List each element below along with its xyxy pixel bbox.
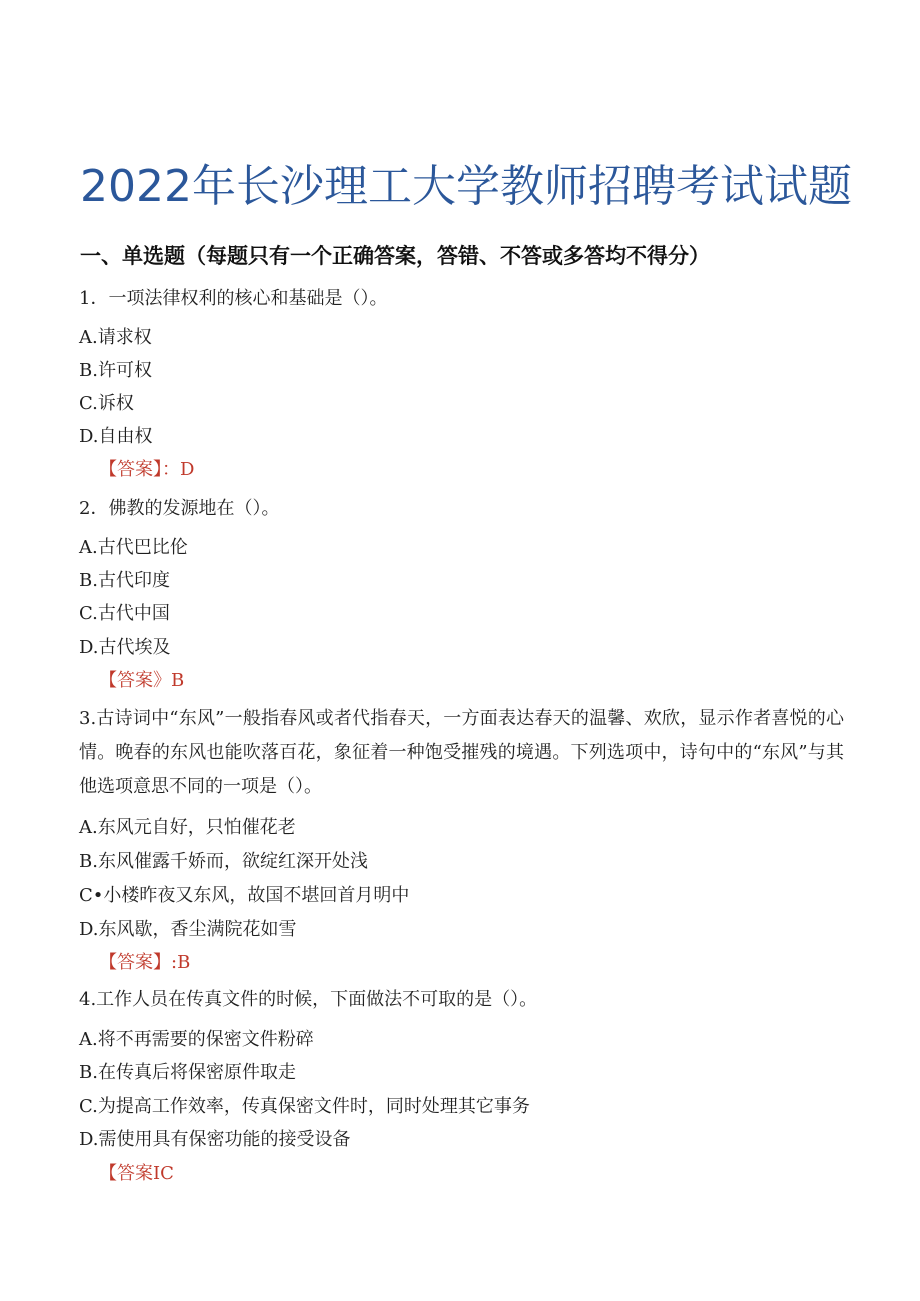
question-4-option-a: A.将不再需要的保密文件粉碎 xyxy=(79,1029,314,1050)
question-3-option-d: D.东风歇，香尘满院花如雪 xyxy=(79,919,297,940)
question-2-option-a: A.古代巴比伦 xyxy=(79,537,188,558)
question-1-answer: 【答案】：D xyxy=(99,459,195,480)
question-2-option-d: D.古代埃及 xyxy=(79,637,171,658)
question-1-option-a: A.请求权 xyxy=(79,327,152,348)
question-1-option-d: D.自由权 xyxy=(79,426,153,447)
question-4-answer: 【答案IC xyxy=(99,1163,174,1184)
question-4-option-b: B.在传真后将保密原件取走 xyxy=(79,1062,296,1083)
question-4-option-d: D.需使用具有保密功能的接受设备 xyxy=(79,1129,351,1150)
question-4-option-c: C.为提高工作效率，传真保密文件时，同时处理其它事务 xyxy=(79,1096,530,1117)
question-2-stem: 2．佛教的发源地在（）。 xyxy=(79,498,280,519)
question-1-stem: 1．一项法律权利的核心和基础是（）。 xyxy=(79,288,388,309)
question-3-option-a: A.东风元自好，只怕催花老 xyxy=(79,817,296,838)
question-2-option-c: C.古代中国 xyxy=(79,603,170,624)
question-3-option-b: B.东风催露千娇而，欲绽红深开处浅 xyxy=(79,851,368,872)
question-3-option-c: C•小楼昨夜又东风，故国不堪回首月明中 xyxy=(79,885,410,906)
section-heading: 一、单选题（每题只有一个正确答案，答错、不答或多答均不得分） xyxy=(80,244,710,268)
question-1-option-c: C.诉权 xyxy=(79,393,134,414)
page-title: 2022年长沙理工大学教师招聘考试试题 xyxy=(80,161,852,212)
question-2-answer: 【答案》B xyxy=(99,670,185,691)
question-4-stem: 4.工作人员在传真文件的时候，下面做法不可取的是（）。 xyxy=(79,989,538,1010)
question-2-option-b: B.古代印度 xyxy=(79,570,170,591)
question-3-answer: 【答案】:B xyxy=(99,952,191,973)
question-1-option-b: B.许可权 xyxy=(79,360,152,381)
question-3-stem: 3.古诗词中“东风”一般指春风或者代指春天，一方面表达春天的温馨、欢欣，显示作者喜悦的心情。晚春的东风也能吹落百花，象征着一种饱受摧残的境遇。下列选项中，诗句中的“东风”与其他选项意思不同的一项是（）。 xyxy=(79,708,844,797)
